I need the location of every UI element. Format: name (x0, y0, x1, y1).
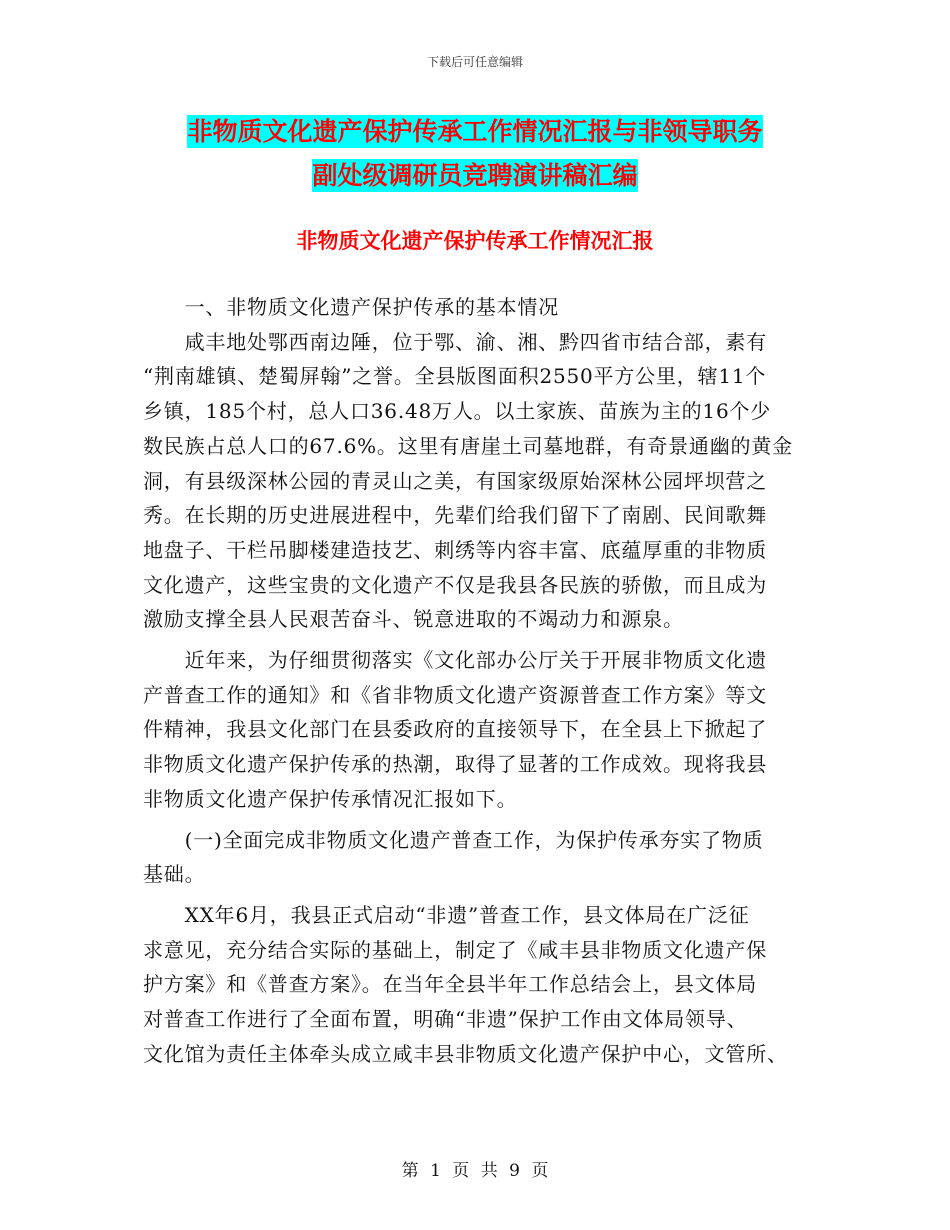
document-title (0, 110, 950, 198)
text-line: 洞，有县级深林公园的青灵山之美，有国家级原始深林公园坪坝营之 (143, 468, 767, 493)
text-line: 件精神，我县文化部门在县委政府的直接领导下，在全县上下掀起了 (143, 717, 767, 742)
section-title: 非物质文化遗产保护传承工作情况汇报 (296, 229, 654, 253)
text-line: 文化遗产，这些宝贵的文化遗产不仅是我县各民族的骄傲，而且成为 (143, 572, 767, 597)
text-line: XX年6月，我县正式启动“非遗”普查工作，县文体局在广泛征 (143, 902, 750, 927)
text-line: 文化馆为责任主体牵头成立咸丰县非物质文化遗产保护中心，文管所、 (143, 1041, 788, 1066)
text-line: (一)全面完成非物质文化遗产普查工作，为保护传承夯实了物质 (143, 827, 764, 852)
text-line: 护方案》和《普查方案》。在当年全县半年工作总结会上，县文体局 (143, 972, 757, 997)
text-line: 一、非物质文化遗产保护传承的基本情况 (143, 295, 559, 319)
text-line: 地盘子、干栏吊脚楼建造技艺、刺绣等内容丰富、底蕴厚重的非物质 (143, 537, 767, 562)
text-line: 数民族占总人口的67.6%。这里有唐崖土司墓地群，有奇景通幽的黄金 (143, 433, 793, 458)
text-line: 激励支撑全县人民艰苦奋斗、锐意进取的不竭动力和源泉。 (143, 607, 684, 632)
text-line: 乡镇，185个村，总人口36.48万人。以土家族、苗族为主的16个少 (143, 399, 772, 424)
text-line: 基础。 (143, 862, 206, 887)
page-footer: 第 1 页 共 9 页 (401, 1161, 549, 1181)
text-line: 非物质文化遗产保护传承情况汇报如下。 (143, 786, 518, 811)
text-line: 产普查工作的通知》和《省非物质文化遗产资源普查工作方案》等文 (143, 682, 767, 707)
title-line-2: 副处级调研员竞聘演讲稿汇编 (312, 161, 638, 190)
text-line: 求意见，充分结合实际的基础上，制定了《咸丰县非物质文化遗产保 (143, 937, 767, 962)
text-line: 对普查工作进行了全面布置，明确“非遗”保护工作由文体局领导、 (143, 1007, 748, 1032)
page-header-note: 下载后可任意编辑 (426, 55, 523, 69)
title-line-1: 非物质文化遗产保护传承工作情况汇报与非领导职务 (187, 117, 763, 146)
text-line: 秀。在长期的历史进展进程中，先辈们给我们留下了南剧、民间歌舞 (143, 503, 767, 528)
body-text (143, 290, 813, 1071)
text-line: 咸丰地处鄂西南边陲，位于鄂、渝、湘、黔四省市结合部，素有 (143, 329, 767, 354)
text-line: “荆南雄镇、楚蜀屏翰”之誉。全县版图面积2550平方公里，辖11个 (143, 364, 767, 389)
text-line: 近年来，为仔细贯彻落实《文化部办公厅关于开展非物质文化遗 (143, 648, 767, 673)
text-line: 非物质文化遗产保护传承的热潮，取得了显著的工作成效。现将我县 (143, 752, 767, 777)
